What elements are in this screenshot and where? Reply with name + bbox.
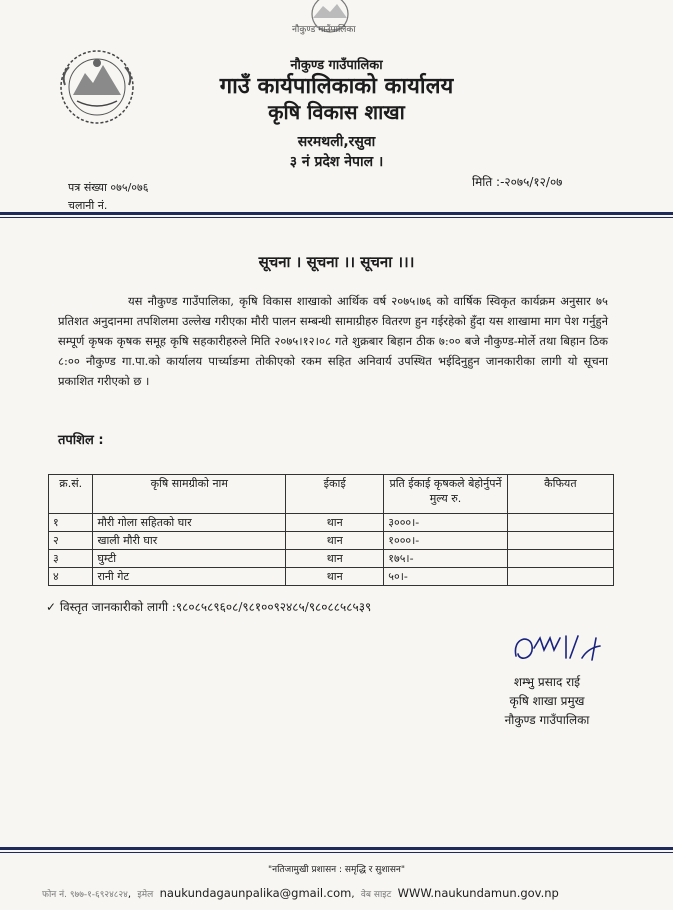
letter-date: मिति :-२०७५/१२/०७: [472, 175, 563, 189]
office-location: सरमथली,रसुवा: [297, 134, 376, 150]
cell-name: घुम्टी: [93, 550, 286, 568]
ref-number: पत्र संख्या ०७५/०७६: [68, 181, 149, 194]
cell-name: मौरी गोला सहितको घार: [93, 514, 286, 532]
table-row: [49, 550, 614, 568]
stamp-text: नौकुण्ड गाउँपालिका: [292, 25, 356, 35]
footer-rule: [0, 847, 673, 850]
contact-info: ✓ विस्तृत जानकारीको लागी :९८०८५८९६०८/९८१००९२४८५/९८०८८५८५३९: [46, 600, 372, 614]
municipality-name: नौकुण्ड गाउँपालिका: [290, 58, 383, 73]
header-price: प्रति ईकाई कृषकले बेहोर्नुपर्ने मुल्य रु.: [384, 475, 508, 514]
table-row: [49, 532, 614, 550]
footer-contacts: फोन नं. ९७७-१-६९२४८२४, इमेल naukundagaunpalika@gmail.com, वेब साइट WWW.naukundamun.gov.np: [42, 886, 559, 900]
cell-name: खाली मौरी घार: [93, 532, 286, 550]
table-header-row: [49, 475, 614, 514]
province: ३ नं प्रदेश नेपाल ।: [289, 154, 384, 170]
footer-website-label: वेब साइट: [360, 890, 392, 900]
cell-price: १०००।-: [384, 532, 508, 550]
cell-sn: २: [49, 532, 93, 550]
cell-unit: थान: [286, 532, 384, 550]
notice-paragraph: यस नौकुण्ड गाउँपालिका, कृषि विकास शाखाको आर्थिक वर्ष २०७५।७६ को वार्षिक स्विकृत कार्यक्रम अनुसार ७५ प्रतिशत अनुदानमा तपशिलमा उल्लेख गरीएका मौरी पालन सम्बन्धी सामाग्रीहरु वितरण हुन गईरहेको हुँदा यस शाखामा माग पेश गर्नुहुने सम्पूर्ण कृषक कृषक समूह कृषि सहकारीहरुले मिति २०७५।१२।०८ गते शुक्रबार बिहान ठीक ७:०० बजे नौकुण्ड-मोर्ले तथा बिहान ठिक ८:०० नौकुण्ड गा.पा.को कार्यालय पार्च्याङमा तोकीएको रकम सहित अनिवार्य उपस्थित भईदिनुहुन जानकारीका लागी यो सूचना प्रकाशित गरीएको छ ।: [58, 294, 608, 388]
dispatch-number: चलानी नं.: [68, 199, 108, 212]
cell-price: ५०।-: [384, 568, 508, 586]
branch-name: कृषि विकास शाखा: [268, 100, 405, 124]
notice-body: [58, 291, 608, 391]
office-name: गाउँ कार्यपालिकाको कार्यालय: [219, 74, 454, 99]
cell-unit: थान: [286, 550, 384, 568]
cell-unit: थान: [286, 568, 384, 586]
cell-price: ३०००।-: [384, 514, 508, 532]
header-name: कृषि सामग्रीको नाम: [93, 475, 286, 514]
footer-motto: "नतिजामुखी प्रशासन : समृद्धि र सुशासन": [267, 865, 406, 875]
signature-icon: [508, 628, 618, 670]
header-rule: [0, 212, 673, 215]
footer-website[interactable]: WWW.naukundamun.gov.np: [397, 886, 559, 900]
signatory-block: [492, 673, 602, 730]
footer-rule-thin: [0, 852, 673, 853]
detail-label: तपशिल :: [58, 433, 104, 448]
signatory-name: शम्भु प्रसाद राई: [513, 675, 581, 689]
notice-title: सूचना । सूचना ।। सूचना ।।।: [258, 253, 415, 271]
cell-sn: ४: [49, 568, 93, 586]
items-table: [48, 474, 614, 586]
cell-name: रानी गेट: [93, 568, 286, 586]
header-rule-thin: [0, 217, 673, 218]
footer-email[interactable]: naukundagaunpalika@gmail.com: [159, 886, 352, 900]
cell-price: १७५।-: [384, 550, 508, 568]
footer-phone: फोन नं. ९७७-१-६९२४८२४: [42, 890, 128, 900]
header-sn: क्र.सं.: [49, 475, 93, 514]
cell-unit: थान: [286, 514, 384, 532]
cell-remarks: [507, 532, 613, 550]
header-unit: ईकाई: [286, 475, 384, 514]
footer-email-label: इमेल: [137, 890, 154, 900]
cell-sn: ३: [49, 550, 93, 568]
signatory-title: कृषि शाखा प्रमुख: [509, 694, 585, 708]
signatory-office: नौकुण्ड गाउँपालिका: [504, 713, 590, 727]
cell-sn: १: [49, 514, 93, 532]
cell-remarks: [507, 514, 613, 532]
cell-remarks: [507, 568, 613, 586]
header-remarks: कैफियत: [507, 475, 613, 514]
cell-remarks: [507, 550, 613, 568]
table-row: [49, 568, 614, 586]
table-row: [49, 514, 614, 532]
